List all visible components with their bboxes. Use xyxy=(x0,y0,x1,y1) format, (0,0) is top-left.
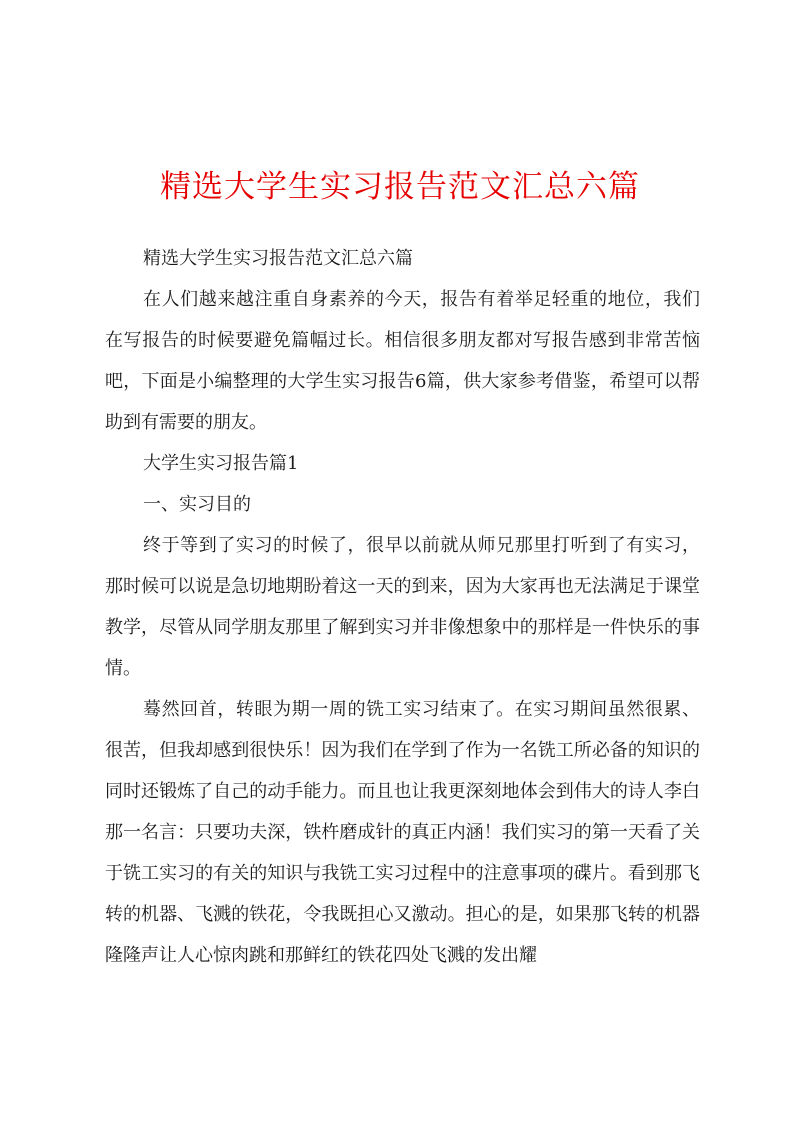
intro-paragraph: 在人们越来越注重自身素养的今天，报告有着举足轻重的地位，我们在写报告的时候要避免篇幅过长。相信很多朋友都对写报告感到非常苦恼吧，下面是小编整理的大学生实习报告6篇，供大家参考借鉴，希望可以帮助到有需要的朋友。 xyxy=(105,289,700,433)
body-paragraph: 终于等到了实习的时候了，很早以前就从师兄那里打听到了有实习，那时候可以说是急切地期盼着这一天的到来，因为大家再也无法满足于课堂教学，尽管从同学朋友那里了解到实习并非像想象中的那样是一件快乐的事情。 xyxy=(105,535,700,679)
subsection-heading: 一、实习目的 xyxy=(143,494,251,515)
body-paragraph: 蓦然回首，转眼为期一周的铣工实习结束了。在实习期间虽然很累、很苦，但我却感到很快乐！因为我们在学到了作为一名铣工所必备的知识的同时还锻炼了自己的动手能力。而且也让我更深刻地体会到伟大的诗人李白那一名言：只要功夫深，铁杵磨成针的真正内涵！我们实习的第一天看了关于铣工实习的有关的知识与我铣工实习过程中的注意事项的碟片。看到那飞转的机器、飞溅的铁花，令我既担心又激动。担心的是，如果那飞转的机器隆隆声让人心惊肉跳和那鲜红的铁花四处飞溅的发出耀 xyxy=(105,699,700,966)
document-body xyxy=(105,238,700,976)
subtitle-paragraph: 精选大学生实习报告范文汇总六篇 xyxy=(143,248,413,269)
section-heading: 大学生实习报告篇1 xyxy=(143,453,299,474)
document-title: 精选大学生实习报告范文汇总六篇 xyxy=(160,169,640,205)
